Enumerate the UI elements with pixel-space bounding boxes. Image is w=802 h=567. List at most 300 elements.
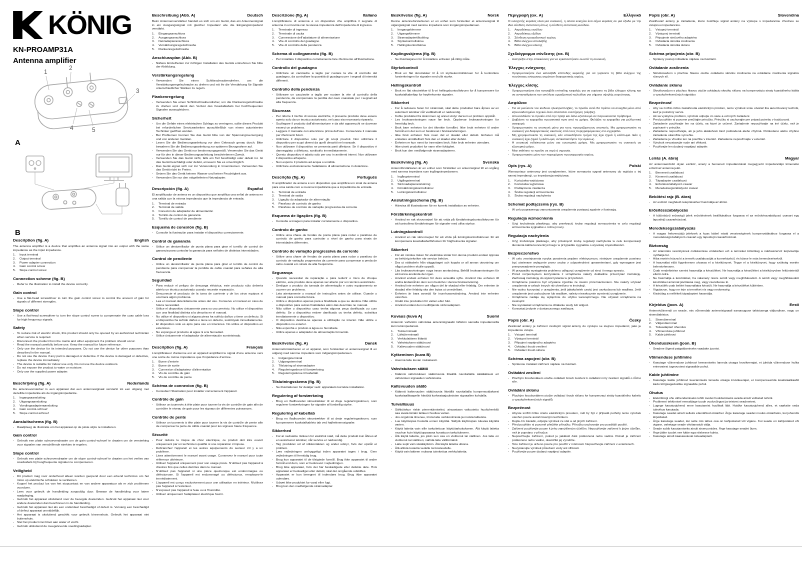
section-heading: [649, 303, 799, 308]
bullet-marker: -: [152, 453, 154, 458]
bullet-text: Débranchez l'appareil et les autres équipements du secteur s'il y a un problème.: [156, 446, 263, 454]
item-text: Parafuso de controlo de ganho: [278, 201, 321, 206]
item-number: 5.: [508, 194, 511, 198]
bullet-marker: -: [13, 524, 15, 528]
bullet-item: [13, 475, 149, 483]
cable-adapter-to-amp: [96, 204, 122, 214]
bullet-text: A magas frekvenciájú jeleknek a koax kábel miatti veszteségének kompenzálásához forgassa el a meredekségszabályozó csavart egy laposfejű csavarhúzóval.: [653, 231, 799, 240]
bullet-marker: -: [272, 92, 274, 97]
bullet-marker: -: [391, 261, 393, 265]
bullet-item: [508, 89, 641, 97]
bullet-marker: -: [272, 160, 274, 164]
section-intro: Beim Antennenverstärker handelt es sich um ein Gerät, das ein Antennensignal in ein Ausgangssignal mit gleicher Impedanz wie die Eingangsimpedanz verstärkt.: [152, 19, 263, 31]
bullet-text: Enheten er kun ment for innendørs bruk. Ikke bruk enheten utendørs.: [395, 141, 490, 145]
item-number: 4.: [272, 39, 275, 44]
item-text: Ovládacia skrutka sklonu: [655, 43, 690, 48]
bullet-item: [391, 390, 499, 398]
section-title: Descripción (fig. A): [152, 186, 189, 192]
bullet-marker: -: [391, 71, 393, 75]
subsection-title: Meredekségszabályozás: [649, 225, 696, 231]
bullet-text: Do not expose the product to water or moisture.: [17, 366, 83, 370]
section-title: Beskrivning (fig. A): [391, 159, 428, 165]
bullet-text: Das Gerät eignet sich nur zur Verwendung in Innenräumen. Verwenden Sie das Gerät nicht im Freien.: [156, 164, 263, 172]
subsection-title: Anschlussplan (Abb. B): [152, 55, 198, 60]
bullet-text: Använd en rak skruvmejsel för att vrida på lutningskontrollskruven för att kompensera koaxialkabelförlusten för högfrekventa signaler.: [395, 235, 499, 244]
bullet-text: Μην εκθέτετε το προϊόν σε νερό ή υγρασία.: [512, 148, 571, 153]
section-title: Leírás (A. ábra): [649, 155, 679, 161]
bullet-item: [152, 323, 263, 331]
manual-section: [508, 13, 641, 157]
bullet-marker: -: [272, 137, 274, 141]
section-heading: [391, 13, 499, 18]
bullet-marker: -: [649, 141, 651, 145]
bullet-item: [649, 404, 799, 412]
bullet-text: Nevystavujte výrobek působení vody ani vlhkosti.: [512, 446, 580, 450]
bullet-text: Não exponha o produto à água ou humidade.: [276, 326, 339, 330]
text-column-3: [272, 13, 377, 496]
item-text: Lähtöterminaali: [397, 333, 419, 337]
bullet-text: W celu poprawnego zamontowania urządzenia postępuj zgodnie z ilustracją.: [512, 208, 617, 212]
bullet-text: Bruk en flat skrutrekker til å vri styrkekontrollskruen for å kontrollere forsterkningen for signaler med ulik styrke.: [395, 71, 499, 79]
item-number: 4.: [391, 186, 394, 190]
bullet-item: [649, 361, 799, 369]
bullet-item: [508, 376, 641, 384]
bullet-text: Enheten är bara avsedd för inomhusanvändning. Använd inte enheten utomhus.: [395, 291, 499, 300]
bullet-item: [272, 137, 377, 145]
section-language-label: Deutsch: [247, 13, 263, 18]
item-number: 4.: [391, 39, 394, 44]
bullet-marker: -: [508, 362, 510, 366]
bullet-text: The device is suitable for indoor use only. Do not use the device outdoors.: [17, 362, 119, 366]
subsection-title: Ühendusskeem (joon. B): [649, 341, 696, 346]
bullet-item: [391, 303, 499, 307]
text-column-1: [13, 238, 149, 535]
bullet-item: [272, 330, 377, 334]
bullet-marker: -: [649, 427, 651, 431]
bullet-text: Non esporre il prodotto ad acqua o umidità.: [276, 160, 336, 164]
section-language-label: Ελληνικά: [623, 13, 641, 18]
manual-section: [152, 345, 263, 496]
bullet-text: Läs bruksanvisningen noga innan användning. Behåll bruksanvisningen för att kunna använda den igen.: [395, 268, 499, 277]
item-number: 4.: [508, 344, 511, 349]
bullet-text: Ärge kasutage seadet, kui selle mis tahes osa on kahjustatud või vigane. Kui seade on kahjustatud või vigane, vahetage seade viivitamatult välja.: [653, 419, 799, 427]
section-heading: [649, 156, 799, 161]
item-text: Tornillo de control de pendiente: [158, 217, 202, 221]
bullet-text: O dispositivo destina-se apenas a utilização no interior. Não utilize o dispositivo no exterior.: [276, 318, 377, 327]
item-number: 4.: [649, 182, 652, 187]
bullet-text: Utilizzare il dispositivo solo per gli scopi previsti. Non utilizzare il dispositivo per scopi diversi da quelli descritti nel manuale.: [276, 137, 377, 145]
subsection-title: Aansluitschema (fig. B): [13, 419, 58, 424]
bullet-marker: -: [508, 303, 510, 307]
bullet-item: [272, 417, 377, 425]
bullet-item: [152, 231, 263, 235]
numbered-item: [272, 206, 377, 210]
bullet-text: Χρησιμοποιήστε ένα κατσαβίδι επίπεδης κεφαλής για να γυρίσετε τη βίδα ελέγχου κλίσης και να αντισταθμίσετε την απώλεια ομοαξονικού καλωδίου για σήματα υψηλής συχνότητας.: [512, 88, 641, 97]
bullet-text: Utilize o dispositivo apenas para a finalidade a que se destina. Não utilize o dispositivo para outras finalidades além das descritas no manual.: [276, 299, 377, 307]
subsection-title: Esquema de conexión (fig. B): [152, 225, 209, 230]
bullet-text: Kasutage kalde juhtkruvi keeramiseks lameda otsaga kruvikeerajat, et kompenseerida koaksiaalkaabli kadu kõrgsageduslike signaalide puhul.: [653, 378, 799, 386]
manual-section: [272, 341, 377, 488]
bullet-item: [13, 482, 149, 490]
bullet-item: [272, 93, 377, 105]
bullet-marker: -: [391, 419, 393, 423]
item-text: Väljundterminal: [655, 321, 677, 326]
brand-wordmark: KÖNIG: [48, 9, 132, 40]
item-text: Ingangsaansluiting: [19, 396, 46, 400]
item-text: Pripojenie sieťového adaptéra: [655, 35, 697, 40]
bullet-item: [272, 307, 377, 319]
section-intro: L'amplificatore di antenna è un dispositivo che amplifica il segnale di antenna in un'uscita con la stessa impedenza dell'impedenza di ingresso.: [272, 19, 377, 27]
bullet-text: Se illustrationen for detaljer vedr. apparatets korrekte installation.: [276, 385, 365, 389]
model-number: KN-PROAMP31A: [13, 45, 74, 54]
bullet-item: [272, 130, 377, 138]
item-number: 3.: [391, 182, 394, 187]
bullet-item: [649, 130, 799, 138]
bullet-text: Do not use the device if any part is damaged or defective. If the device is damaged or defective, replace the device immediately.: [17, 354, 149, 363]
bullet-marker: -: [272, 457, 274, 462]
subsection-title: Erősítésszabályozás: [649, 208, 689, 213]
bullet-item: [152, 176, 263, 180]
item-text: Kaltevuuden säätöruuvi: [397, 344, 430, 349]
subsection-title: Bezpečnost: [508, 405, 531, 411]
numbered-item: [508, 349, 641, 353]
bullet-text: Urządzenie powinno być używane zgodnie ze swoim przeznaczeniem. Nie należy używać urządzenia w celach innych niż określono w instrukcji.: [512, 280, 641, 288]
bullet-text: Only use the device for its intended purposes. Do not use the device for other purposes than described in the manual.: [17, 347, 149, 355]
bullet-text: Διαβάστε το εγχειρίδιο προσεκτικά πριν από τη χρήση. Φυλάξτε το εγχειρίδιο για μελλοντική αναφορά.: [512, 118, 641, 126]
bullet-marker: -: [13, 296, 15, 300]
section-language-label: Français: [246, 344, 263, 350]
bullet-text: Brug en fladhovedet skruetrækker til at dreje reguleringsskruen, som kompenserer koaksialkablets tab ved højfrekvenssignaler.: [276, 417, 377, 425]
bullet-marker: -: [272, 318, 274, 323]
bullet-item: [508, 57, 641, 61]
bullet-item: [649, 347, 799, 351]
bullet-text: Apparatet er kun beregnet til indendørs brug. Brug ikke apparatet udendørs.: [276, 473, 377, 481]
bullet-text: Výrobok nevystavujte vode ani vlhkosti.: [653, 141, 707, 145]
bullet-item: [152, 334, 263, 338]
bullet-text: Använd en rak skruvmejsel för att vrida på förstärkningskontrollskruven för att kontrollera förstärkningen för signaler med olika styrkor.: [395, 218, 499, 226]
bullet-marker: -: [391, 446, 393, 450]
bullet-marker: -: [152, 156, 154, 161]
bullet-text: Lue käyttöopas huolella ennen käyttöä. Säilytä käyttöopas tulevaa käyttöä varten.: [395, 419, 499, 427]
product-title: Antenna amplifier: [13, 56, 77, 65]
bullet-text: Brug en fladhovedet skruetrækker til at dreje reguleringsskruen, som regulerer forstærkningen for signaler af forskellig styrke.: [276, 399, 377, 407]
section-language-label: Eesti: [789, 302, 799, 308]
bullet-marker: -: [391, 434, 393, 439]
bullet-marker: -: [13, 282, 15, 286]
bullet-item: [13, 525, 149, 529]
section-intro: O amplificador de antena é um dispositivo que amplifica um sinal de antena para uma saída com a mesma impedância que a impedância de entrada.: [272, 181, 377, 189]
bullet-marker: -: [13, 343, 15, 347]
bullet-marker: -: [272, 473, 274, 477]
section-heading: [272, 175, 377, 180]
item-text: Ingångsterminal: [397, 174, 420, 179]
antenna-wall-socket: [26, 156, 44, 172]
item-text: Slope control-schroef: [19, 411, 49, 415]
bullet-text: Utilizzare un cacciavite a taglio per ruotare la vite di controllo della pendenza, da compensare la perdita del cavo coassiale per i segnali ad alta frequenza.: [276, 92, 377, 104]
bullet-item: [391, 126, 499, 134]
section-heading: [152, 187, 263, 192]
item-number: 2.: [272, 360, 275, 364]
bullet-text: Hänvisa till illustrationen för en korrekt installation av enheten.: [395, 204, 480, 208]
bullet-text: Använd endast enheten för dess avsedda syfte. Använd inte enheten till andra ändamål än dem som beskrivs i denna bruksanvisning.: [395, 276, 499, 284]
section-intro: Antennin vahvistin vahvistaa antennisignaalin lähtöön samalla impedanssilla kuin tuloimpedanssi.: [391, 320, 499, 329]
bullet-text: Toto zařízení je určeno pouze pro použití v místnosti. Nepoužívejte zařízení v exteriérech.: [512, 442, 635, 446]
subsection-title: Contrôle de pente: [152, 414, 187, 420]
bullet-item: [152, 315, 263, 323]
bullet-marker: -: [649, 249, 651, 254]
item-text: Vis de contrôle du gain: [158, 371, 190, 376]
bullet-text: Koble produktet fra strømmen og annet utstyr dersom et problem oppstår.: [395, 114, 496, 118]
bullet-item: [13, 332, 149, 340]
bullet-marker: -: [13, 370, 15, 374]
bullet-marker: -: [508, 268, 510, 273]
subsection-title: Sicherheit: [152, 116, 172, 121]
item-text: Connexion d'adaptateur d'alimentation: [158, 367, 212, 372]
bullet-item: [508, 71, 641, 79]
bullet-marker: -: [152, 171, 154, 176]
bullet-marker: -: [272, 480, 274, 485]
bullet-text: Elektrilöögi ohu vähendamiseks tohib toodet hooldamiseks avada ainult volitatud tehnik.: [653, 396, 774, 400]
bullet-item: [391, 359, 499, 363]
bullet-item: [391, 427, 499, 435]
callout-3: 3: [136, 89, 140, 95]
item-text: Vite di controllo della pendenza: [278, 43, 322, 48]
bullet-marker: -: [272, 465, 274, 469]
section-intro: Denne antenneforsterkeren er en enhet som forsterker et antennesignal til utgangssignal med samme impedans som inngangsimpedansen.: [391, 19, 499, 27]
subsection-title: Võimenduse juhtimine: [649, 354, 692, 360]
section-language-label: Suomi: [486, 314, 499, 319]
bullet-marker: -: [152, 403, 154, 407]
bullet-item: [391, 419, 499, 427]
bullet-marker: -: [391, 276, 393, 280]
item-number: 5.: [391, 43, 394, 48]
bullet-text: Seadme õigesti paigaldamiseks vaadake joonist.: [653, 347, 720, 351]
bullet-text: A készülék csak beltéri használatra készült. Ne használja a készüléket kültérben.: [653, 284, 764, 288]
bullet-text: Utilizzare esclusivamente l'adattatore di alimentazione in dotazione.: [276, 164, 369, 168]
subsection-title: Flankenregelung: [152, 94, 185, 99]
item-text: Ovládací šroub zesílení: [514, 344, 547, 349]
subsection-title: Schemat podłączenia (rys. B): [508, 202, 564, 207]
bullet-marker: -: [272, 326, 274, 330]
bullet-text: Per ridurre il rischio di scosse elettriche, il presente prodotto deve essere aperto solo da un tecnico autorizzato, nel caso sia necessario ripararlo.: [276, 114, 377, 122]
bullet-item: [649, 71, 799, 79]
item-number: 5.: [391, 344, 394, 349]
item-number: 4.: [152, 43, 155, 48]
bullet-marker: -: [649, 430, 651, 435]
bullet-text: W przypadku wystąpienia problemu odłączyć urządzenie od sieci i innego sprzętu.: [512, 268, 625, 273]
bullet-marker: -: [508, 125, 510, 130]
section-intro: Zesilovač antény je zařízení zesilující signál antény do výstupu se stejnou impedancí, jako je impedance vstupu.: [508, 324, 641, 332]
manual-section: [391, 314, 499, 454]
bullet-text: Desconecte el producto de la toma de corriente y de los otros equipos si ocurriera algún problema.: [156, 291, 263, 300]
bullet-text: Ανατρέξτε στην απεικόνιση για να εγκαταστήσετε σωστά τη συσκευή.: [512, 57, 607, 61]
bullet-text: Bei Problemen trennen Sie das Gerät bitte von der Spannungsversorgung und von anderen Geräten.: [156, 133, 263, 141]
bullet-item: [152, 149, 263, 157]
item-text: Terminale di uscita: [278, 32, 305, 36]
bullet-text: Dra ut nätkabeln från vägguttaget och koppla ur all annan utrustning om något problem skulle uppstå.: [395, 261, 499, 269]
manual-section: [272, 175, 377, 334]
item-text: Indgangsterminal: [278, 356, 303, 360]
section-title: Popis (obr. A): [508, 318, 534, 323]
bullet-item: [152, 245, 263, 253]
bullet-text: Brug kun apparatet til de tilsigtede formål. Brug ikke apparatet til andre formål end dem, som er beskrevet i vejledningen.: [276, 457, 377, 466]
bullet-item: [508, 394, 641, 402]
bullet-marker: -: [649, 396, 651, 400]
bullet-marker: -: [649, 291, 651, 296]
footer-rule: [0, 546, 802, 547]
item-number: 3.: [13, 403, 16, 408]
bullet-text: Για να μειώσετε τον κίνδυνο ηλεκτροπληξίας, το προϊόν αυτό θα πρέπει να ανοιχθεί μόνο από εξουσιοδοτημένο τεχνικό όταν απαιτείται συντήρηση (σέρβις).: [512, 106, 641, 114]
subsection-title: Gain control: [13, 433, 37, 438]
bullet-marker: -: [13, 482, 15, 486]
item-text: Σύνδεση τροφοδοτικού ισχύος: [514, 35, 556, 40]
bullet-marker: -: [649, 88, 651, 93]
item-text: Výstupný terminál: [655, 32, 681, 36]
bullet-marker: -: [152, 122, 154, 126]
section-intro: Antenneforstærkeren er et apparat, som forstærker et antennesignal til en udgang med samme impedans som indgangsimpedansen.: [272, 347, 377, 355]
bullet-text: W celu zmniejszenia ryzyka porażenia prądem elektrycznym, niniejsze urządzenie powinno być otwierane wyłącznie przez osobę z odpowiednimi uprawnieniami, gdy wymagane jest przeprowadzenie przeglądu.: [512, 257, 641, 269]
subsection-title: Turvallisuus: [391, 401, 415, 407]
bullet-marker: -: [272, 399, 274, 403]
callout-2: 2: [69, 66, 73, 72]
bullet-marker: -: [508, 295, 510, 300]
bullet-marker: -: [152, 164, 154, 168]
bullet-item: [508, 412, 641, 420]
bullet-text: Hiba esetén húzza ki a termék csatlakozóját a konnektorból, és kösse le más berendezésekről.: [653, 257, 784, 261]
bullet-item: [391, 292, 499, 300]
item-text: Βίδα ελέγχου κλίσης: [514, 43, 543, 48]
bullet-marker: -: [649, 261, 651, 265]
item-number: 3.: [391, 35, 394, 40]
item-text: Terminal de entrada: [158, 201, 186, 206]
item-number: 1.: [272, 28, 275, 32]
numbered-item: [508, 194, 641, 198]
numbered-item: [391, 190, 499, 194]
item-text: Śruba regulacji wzmocnienia: [514, 190, 554, 194]
bullet-text: Používejte pouze dodaný napájecí adaptér.: [512, 450, 572, 454]
item-number: 2.: [391, 32, 394, 36]
bullet-item: [391, 204, 499, 208]
section-heading: [649, 13, 799, 18]
bullet-text: Bruk bare enheten for det tiltenkte formålet. Ikke bruk enheten til andre formål enn det som er beskrevet i bruksanvisningen.: [395, 125, 499, 134]
bullet-text: Η συσκευή ενδείκνυται μόνο για εσωτερική χρήση. Μη χρησιμοποιείτε τη συσκευή σε εξωτερικό χώρο.: [512, 141, 641, 149]
bullet-marker: -: [272, 385, 274, 389]
amplifier-device: [41, 188, 96, 210]
bullet-item: [508, 240, 641, 248]
section-language-label: Español: [247, 186, 263, 192]
item-number: 1.: [272, 190, 275, 194]
bullet-text: Desligue o produto da tomada de alimentação e outro equipamento se ocorrer um problema.: [276, 284, 377, 292]
bullet-marker: -: [13, 439, 15, 443]
item-text: Utgangsklemme: [397, 32, 420, 36]
item-number: 4.: [508, 190, 511, 194]
item-number: 4.: [391, 340, 394, 345]
bullet-text: Gebruik een platte schroevendraaier om de slope control-schroef te draaien om het verlies van coaxkabels bij hoogfrequente signalen te compenseren.: [17, 456, 149, 465]
bullet-item: [391, 261, 499, 269]
section-language-label: Slovenčina: [777, 13, 799, 18]
bullet-text: Tag produktet ud af stikkontakten og andet udstyr, hvis der opstår et problem.: [276, 442, 377, 450]
bullet-marker: -: [508, 411, 510, 416]
bullet-item: [508, 134, 641, 142]
bullet-marker: -: [13, 425, 15, 429]
bullet-item: [152, 263, 263, 275]
section-title: Beschreibung (Abb. A): [152, 13, 196, 18]
bullet-text: Χρησιμοποιήστε ένα κατσαβίδι επίπεδης κεφαλής για να γυρίσετε τη βίδα ελέγχου της ποσότητας ενίσχυσης σημάτων διαφορετικής ισχύος.: [512, 71, 641, 79]
bullet-item: [13, 498, 149, 506]
bullet-text: Abyste snížili riziko úrazu elektrickým proudem, měl by být v případě potřeby tento výrobek otevřen pouze autorizovaným technikem.: [512, 411, 641, 419]
item-number: 4.: [272, 367, 275, 372]
item-number: 2.: [649, 174, 652, 179]
figure-a-device-illustration: [13, 64, 147, 136]
bullet-item: [152, 462, 263, 470]
bullet-marker: -: [649, 347, 651, 351]
bullet-marker: -: [508, 106, 510, 111]
item-text: Borne de sortie: [158, 363, 180, 368]
bullet-item: [13, 347, 149, 355]
bullet-item: [508, 208, 641, 212]
bullet-marker: -: [272, 330, 274, 334]
item-number: 2.: [272, 194, 275, 198]
subsection-title: Safety: [13, 325, 26, 331]
bullet-item: [13, 282, 149, 286]
item-text: Hellingskontrollskrue: [397, 43, 427, 48]
bullet-text: Utsätt inte produkten för vatten eller fukt.: [395, 299, 451, 303]
bullet-item: [649, 379, 799, 387]
subsection-title: Control de pendiente: [152, 256, 192, 262]
bullet-text: Vigyázzon, hogy ne érje a terméket víz vagy nedvesség.: [653, 287, 731, 292]
bullet-text: Jos ongelmia ilmenee, irrota laite verkkovirrasta ja muista laitteista.: [395, 415, 487, 419]
bullet-text: Dit product mag voor onderhoud alleen worden geopend door een erkend technicus om het risico op elektrische schokken te verkleinen.: [17, 474, 149, 482]
bullet-marker: -: [13, 520, 15, 525]
figure-a-label: A: [15, 138, 21, 147]
item-text: Lutningskontrollskruv: [397, 190, 427, 194]
bullet-marker: -: [13, 366, 15, 370]
bullet-item: [391, 71, 499, 79]
item-text: Ovládacia skrutka zosilnenia: [655, 39, 695, 44]
section-language-label: Nederlands: [127, 380, 149, 386]
bullet-item: [391, 269, 499, 277]
bullet-item: [152, 100, 263, 112]
bullet-text: Utilisez un tournevis à tête plate pour tourner la vis de contrôle de gain afin de contrôler le niveau de gain pour les signaux de différentes puissances.: [156, 403, 263, 411]
bullet-text: Zariadenie je vhodné len na použitie v interiéri. Zariadenie nepoužívajte v exteriéri.: [653, 137, 766, 141]
bullet-text: Ikke utsett produktet for vann eller fuktighet.: [395, 145, 456, 149]
item-number: 2.: [13, 257, 16, 261]
section-heading: [13, 238, 149, 243]
item-number: 3.: [649, 325, 652, 330]
item-number: 5.: [152, 375, 155, 379]
bullet-text: Only use the supplied power adapter.: [17, 370, 69, 374]
bullet-marker: -: [649, 360, 651, 365]
bullet-item: [391, 408, 499, 416]
bullet-item: [391, 149, 499, 153]
item-number: 4.: [152, 213, 155, 217]
bullet-text: Lugege kasutusjuhend enne kasutamist hoolikalt läbi. Hoidke kasutusjuhend alles, et saaksite seda tulevikus kasutada.: [653, 403, 799, 412]
item-number: 5.: [649, 333, 652, 337]
item-number: 5.: [13, 411, 16, 415]
bullet-marker: -: [152, 334, 154, 338]
bullet-marker: -: [391, 372, 393, 376]
bullet-text: Ne használja a készüléket, ha valamely része sérült vagy meghibásodott. A sérült vagy meghibásodott készüléket azonnal javíttassa meg, vagy cseréltesse ki.: [653, 276, 799, 284]
item-text: Kalde juhtkruvi: [655, 333, 676, 337]
bullet-text: Az áramütés veszélyének csökkentése érdekében ezt a terméket kizárólag a márkaszerviz képviselője nyithatja fel.: [653, 249, 799, 257]
bullet-marker: -: [649, 137, 651, 141]
item-number: 2.: [152, 35, 155, 40]
bullet-item: [152, 157, 263, 165]
bullet-marker: -: [272, 291, 274, 296]
bullet-item: [508, 450, 641, 454]
bullet-item: [508, 222, 641, 230]
bullet-marker: -: [508, 88, 510, 93]
